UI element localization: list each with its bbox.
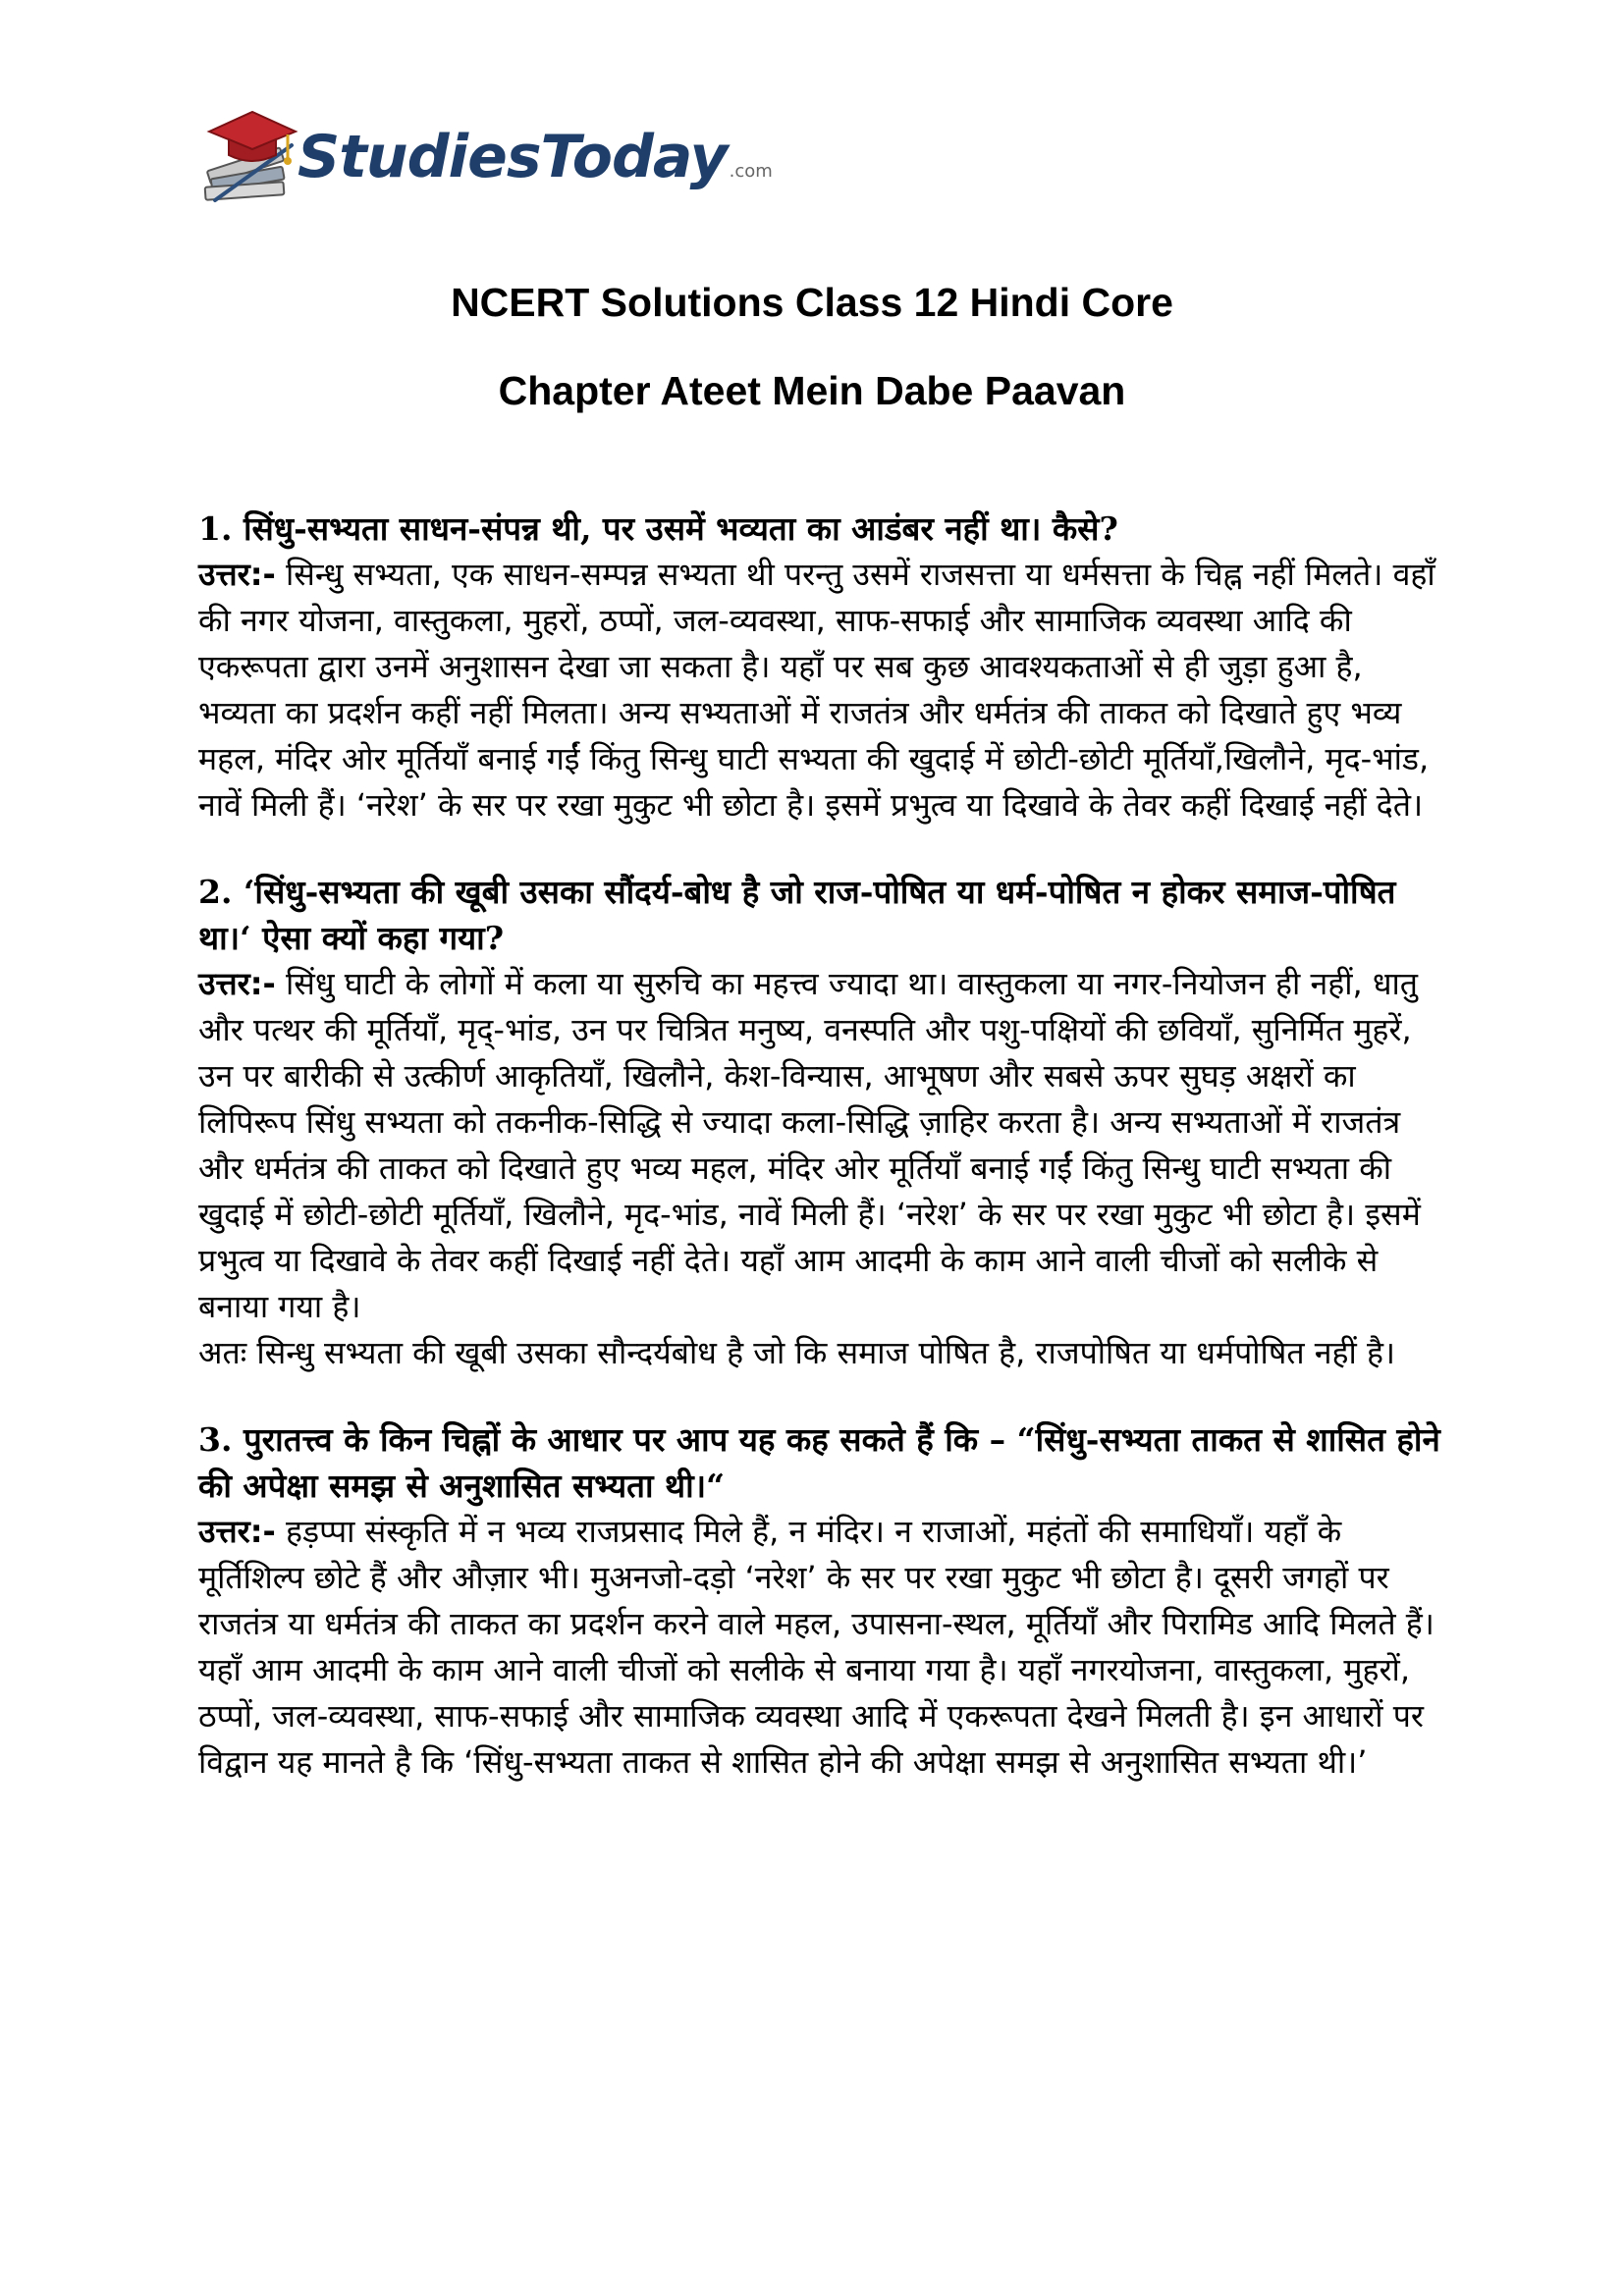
answer-paragraph: उत्तर:- सिंधु घाटी के लोगों में कला या सुरुचि का महत्त्व ज्यादा था। वास्तुकला या नगर-नियोजन ही नहीं, धातु और पत्थर की मूर्तियाँ, मृद्-भांड, उन पर चित्रित मनुष्य, वनस्पति और पशु-पक्षियों की छवियाँ, सुनिर्मित मुहरें, उन पर बारीकी से उत्कीर्ण आकृतियाँ, खिलौने, केश-विन्यास, आभूषण और सबसे ऊपर सुघड़ अक्षरों का लिपिरूप सिंधु सभ्यता को तकनीक-सिद्धि से ज्यादा कला-सिद्धि ज़ाहिर करता है। अन्य सभ्यताओं में राजतंत्र और धर्मतंत्र की ताकत को दिखाते हुए भव्य महल, मंदिर ओर मूर्तियाँ बनाई गईं किंतु सिन्धु घाटी सभ्यता की खुदाई में छोटी-छोटी मूर्तियाँ, खिलौने, मृद-भांड, नावें मिली हैं। ‘नरेश’ के सर पर रखा मुकुट भी छोटा है। इसमें प्रभुत्व या दिखावे के तेवर कहीं दिखाई नहीं देते। यहाँ आम आदमी के काम आने वाली चीजों को सलीके से बनाया गया है। — [198, 965, 1421, 1325]
title-block — [0, 280, 1624, 459]
chapter-title: Chapter Ateet Mein Dabe Paavan — [498, 368, 1126, 413]
answer-paragraph: उत्तर:- हड़प्पा संस्कृति में न भव्य राजप्रसाद मिले हैं, न मंदिर। न राजाओं, महंतों की समाधियाँ। यहाँ के मूर्तिशिल्प छोटे हैं और औज़ार भी। मुअनजो-दड़ो ‘नरेश’ के सर पर रखा मुकुट भी छोटा है। दूसरी जगहों पर राजतंत्र या धर्मतंत्र की ताकत का प्रदर्शन करने वाले महल, उपासना-स्थल, मूर्तियाँ और पिरामिड आदि मिलते हैं। यहाँ आम आदमी के काम आने वाली चीजों को सलीके से बनाया गया है। यहाँ नगरयोजना, वास्तुकला, मुहरों, ठप्पों, जल-व्यवस्था, साफ-सफाई और सामाजिक व्यवस्था आदि में एकरूपता देखने मिलती है। इन आधारों पर विद्वान यह मानते है कि ‘सिंधु-सभ्यता ताकत से शासित होने की अपेक्षा समझ से अनुशासित सभ्यता थी।’ — [198, 1513, 1435, 1781]
qa-item — [198, 506, 1445, 828]
logo-wordmark: StudiesToday .com — [298, 123, 773, 191]
answer-text — [198, 961, 1445, 1376]
answer-paragraph: उत्तर:- सिन्धु सभ्यता, एक साधन-सम्पन्न सभ्यता थी परन्तु उसमें राजसत्ता या धर्मसत्ता के चिह्न नहीं मिलते। वहाँ की नगर योजना, वास्तुकला, मुहरों, ठप्पों, जल-व्यवस्था, साफ-सफाई और सामाजिक व्यवस्था आदि की एकरूपता द्वारा उनमें अनुशासन देखा जा सकता है। यहाँ पर सब कुछ आवश्यकताओं से ही जुड़ा हुआ है, भव्यता का प्रदर्शन कहीं नहीं मिलता। अन्य सभ्यताओं में राजतंत्र और धर्मतंत्र की ताकत को दिखाते हुए भव्य महल, मंदिर ओर मूर्तियाँ बनाई गईं किंतु सिन्धु घाटी सभ्यता की खुदाई में छोटी-छोटी मूर्तियाँ,खिलौने, मृद-भांड, नावें मिली हैं। ‘नरेश’ के सर पर रखा मुकुट भी छोटा है। इसमें प्रभुत्व या दिखावे के तेवर कहीं दिखाई नहीं देते। — [198, 556, 1435, 824]
question-text: 1. सिंधु-सभ्यता साधन-संपन्न थी, पर उसमें भव्यता का आडंबर नहीं था। कैसे? — [198, 509, 1118, 548]
qa-item — [198, 869, 1445, 1376]
question-text: 2. ‘सिंधु-सभ्यता की खूबी उसका सौंदर्य-बोध है जो राज-पोषित या धर्म-पोषित न होकर समाज-पोषित था।‘ ऐसा क्यों कहा गया? — [198, 873, 1396, 957]
answer-text — [198, 1509, 1445, 1786]
qa-item — [198, 1416, 1445, 1786]
answer-label: उत्तर:- — [198, 1513, 276, 1550]
answer-paragraph: अतः सिन्धु सभ्यता की खूबी उसका सौन्दर्यबोध है जो कि समाज पोषित है, राजपोषित या धर्मपोषित नहीं है। — [198, 1334, 1396, 1371]
answer-label: उत्तर:- — [198, 965, 276, 1002]
answer-label: उत्तर:- — [198, 556, 276, 593]
answer-text — [198, 552, 1445, 828]
qa-content — [198, 506, 1445, 1826]
graduation-cap-books-icon — [201, 98, 299, 206]
document-title: NCERT Solutions Class 12 Hindi Core — [451, 280, 1173, 325]
studiestoday-logo — [201, 98, 773, 206]
question-text: 3. पुरातत्त्व के किन चिह्नों के आधार पर आप यह कह सकते हैं कि – “सिंधु-सभ्यता ताकत से शासित होने की अपेक्षा समझ से अनुशासित सभ्यता थी।“ — [198, 1420, 1440, 1505]
